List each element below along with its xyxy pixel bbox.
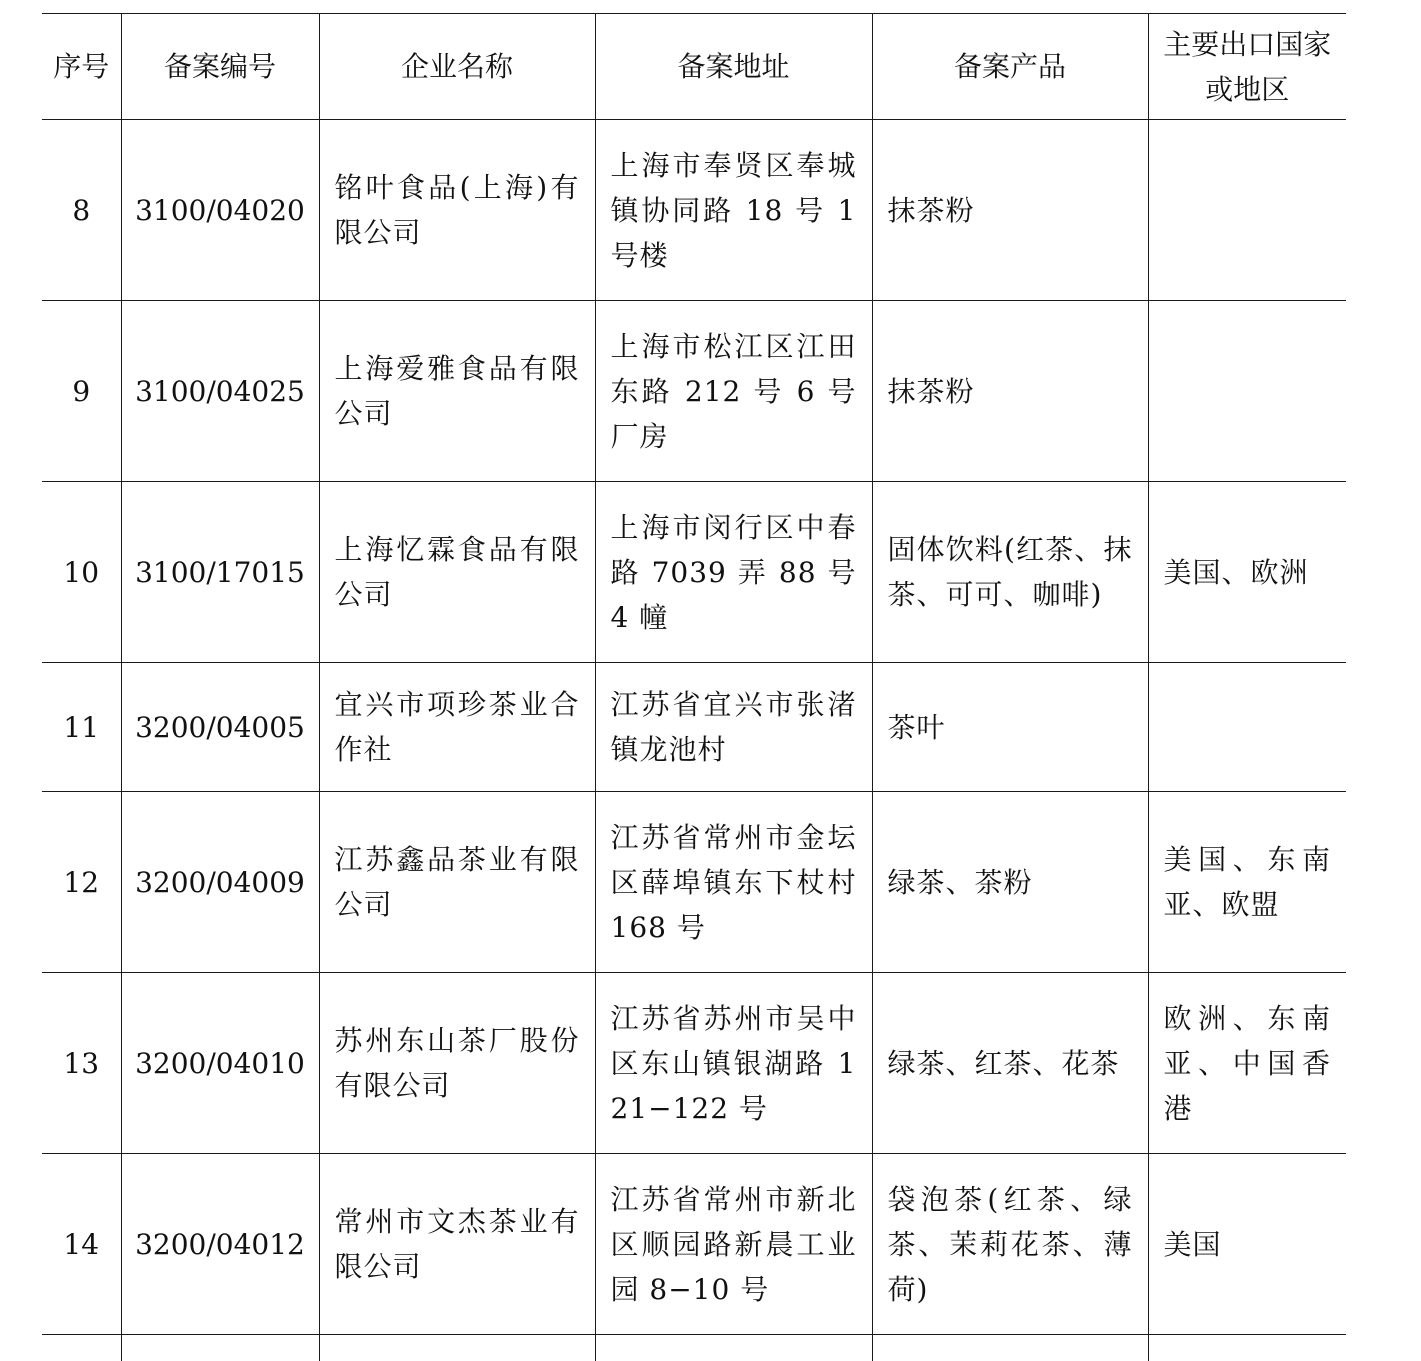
cell-product: 绿茶、红茶、花茶 xyxy=(872,973,1148,1154)
cell-address: 上海市奉贤区奉城镇协同路 18 号 1 号楼 xyxy=(595,120,872,301)
header-no: 序号 xyxy=(42,14,121,120)
cell-address: 上海市松江区江田东路 212 号 6 号厂房 xyxy=(595,301,872,482)
cell-product: 茶叶 xyxy=(872,663,1148,792)
cell-address: 江苏省苏州市吴中区东山镇银湖路 121−122 号 xyxy=(595,973,872,1154)
cell-no: 12 xyxy=(42,792,121,973)
header-row xyxy=(42,14,1346,120)
table-row-continued xyxy=(42,1335,1346,1361)
cell-address: 江苏省常州市金坛区薛埠镇东下杖村 168 号 xyxy=(595,792,872,973)
cell-empty xyxy=(595,1335,872,1361)
cell-product: 固体饮料(红茶、抹茶、可可、咖啡) xyxy=(872,482,1148,663)
cell-empty xyxy=(42,1335,121,1361)
cell-company: 江苏鑫品茶业有限公司 xyxy=(319,792,595,973)
cell-address: 江苏省常州市新北区顺园路新晨工业园 8−10 号 xyxy=(595,1154,872,1335)
cell-company: 上海忆霖食品有限公司 xyxy=(319,482,595,663)
cell-company: 宜兴市项珍茶业合作社 xyxy=(319,663,595,792)
cell-export xyxy=(1148,663,1346,792)
table-row xyxy=(42,482,1346,663)
cell-no: 10 xyxy=(42,482,121,663)
cell-empty xyxy=(319,1335,595,1361)
cell-no: 13 xyxy=(42,973,121,1154)
cell-code: 3100/04025 xyxy=(121,301,319,482)
cell-export: 欧洲、东南亚、中国香港 xyxy=(1148,973,1346,1154)
cell-company: 上海爱雅食品有限公司 xyxy=(319,301,595,482)
header-export: 主要出口国家或地区 xyxy=(1148,14,1346,120)
cell-code: 3200/04009 xyxy=(121,792,319,973)
cell-empty xyxy=(872,1335,1148,1361)
cell-address: 上海市闵行区中春路 7039 弄 88 号 4 幢 xyxy=(595,482,872,663)
cell-no: 9 xyxy=(42,301,121,482)
table-row xyxy=(42,120,1346,301)
header-code: 备案编号 xyxy=(121,14,319,120)
cell-code: 3100/04020 xyxy=(121,120,319,301)
cell-empty xyxy=(121,1335,319,1361)
cell-empty xyxy=(1148,1335,1346,1361)
cell-code: 3200/04005 xyxy=(121,663,319,792)
header-product: 备案产品 xyxy=(872,14,1148,120)
table-row xyxy=(42,1154,1346,1335)
cell-product: 抹茶粉 xyxy=(872,301,1148,482)
table-row xyxy=(42,663,1346,792)
cell-product: 抹茶粉 xyxy=(872,120,1148,301)
cell-no: 11 xyxy=(42,663,121,792)
table-body xyxy=(42,120,1346,1361)
cell-export xyxy=(1148,301,1346,482)
table-row xyxy=(42,973,1346,1154)
cell-no: 14 xyxy=(42,1154,121,1335)
cell-code: 3100/17015 xyxy=(121,482,319,663)
cell-export: 美国、东南亚、欧盟 xyxy=(1148,792,1346,973)
document-page xyxy=(42,13,1346,1361)
cell-export: 美国、欧洲 xyxy=(1148,482,1346,663)
table-row xyxy=(42,792,1346,973)
cell-company: 苏州东山茶厂股份有限公司 xyxy=(319,973,595,1154)
cell-no: 8 xyxy=(42,120,121,301)
cell-company: 常州市文杰茶业有限公司 xyxy=(319,1154,595,1335)
cell-export: 美国 xyxy=(1148,1154,1346,1335)
table-row xyxy=(42,301,1346,482)
table-header xyxy=(42,14,1346,120)
registration-table xyxy=(42,13,1346,1361)
cell-address: 江苏省宜兴市张渚镇龙池村 xyxy=(595,663,872,792)
header-company: 企业名称 xyxy=(319,14,595,120)
cell-export xyxy=(1148,120,1346,301)
cell-code: 3200/04012 xyxy=(121,1154,319,1335)
cell-company: 铭叶食品(上海)有限公司 xyxy=(319,120,595,301)
header-address: 备案地址 xyxy=(595,14,872,120)
cell-code: 3200/04010 xyxy=(121,973,319,1154)
cell-product: 袋泡茶(红茶、绿茶、茉莉花茶、薄荷) xyxy=(872,1154,1148,1335)
cell-product: 绿茶、茶粉 xyxy=(872,792,1148,973)
